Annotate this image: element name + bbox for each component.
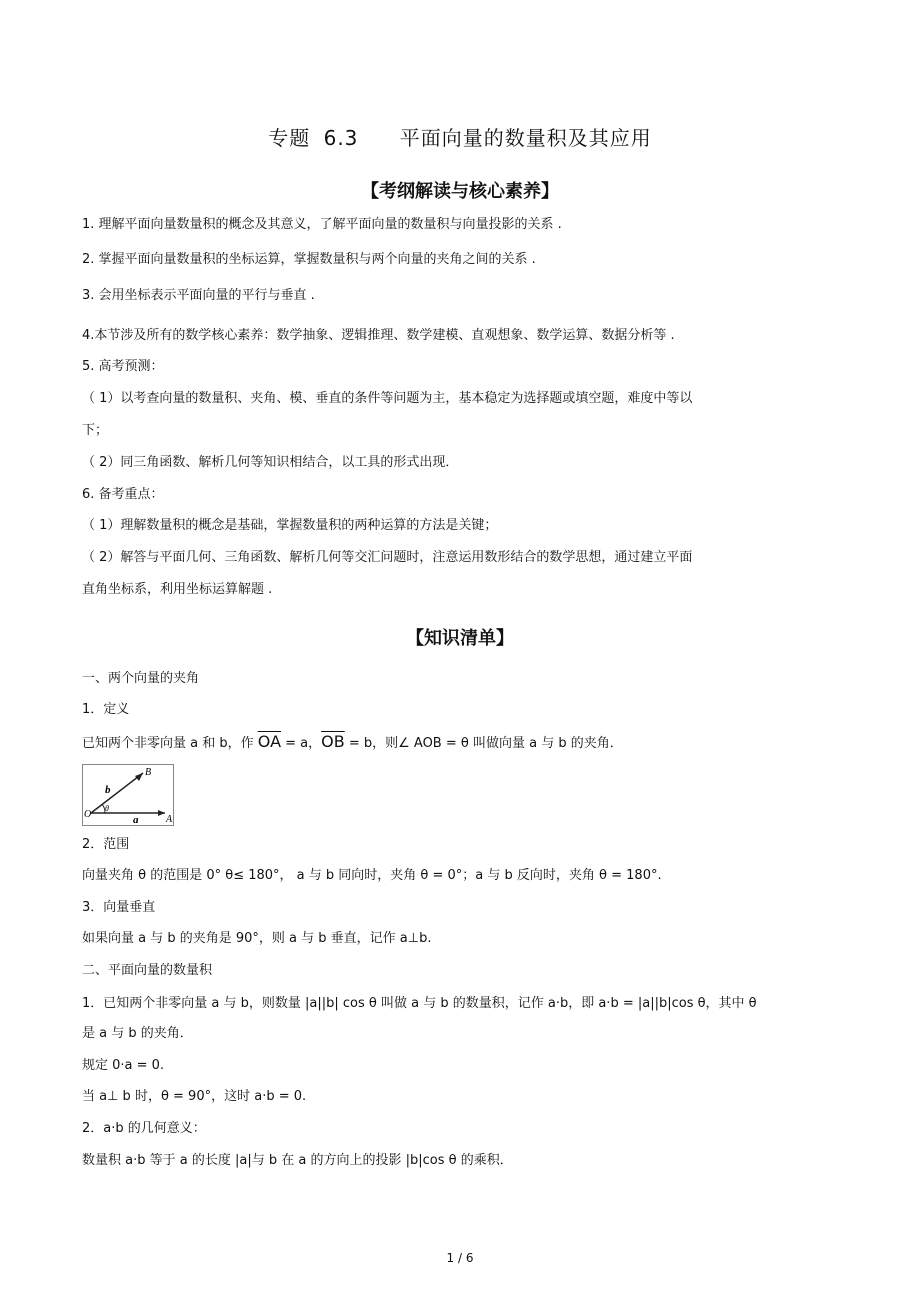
vector-a-arrowhead — [158, 810, 165, 816]
vector-oa: $\overline{OA}$ — [257, 732, 282, 751]
title-text: 平面向量的数量积及其应用 — [399, 126, 652, 150]
knowledge-heading: 【知识清单】 — [406, 628, 514, 649]
vector-b-line — [91, 773, 143, 813]
outline-item-10: （ 1）理解数量积的概念是基础，掌握数量积的两种运算的方法是关键； — [82, 518, 498, 533]
label-b-vector: b — [105, 784, 111, 796]
geometric-meaning-label: 2．a·b 的几何意义： — [82, 1121, 206, 1136]
label-b-point: B — [145, 767, 152, 778]
def-part-a: 已知两个非零向量 a 和 b，作 — [82, 736, 258, 751]
outline-item-12: 直角坐标系，利用坐标运算解题 . — [82, 582, 273, 597]
outline-item-9: 6. 备考重点： — [82, 487, 164, 502]
outline-item-11: （ 2）解答与平面几何、三角函数、解析几何等交汇问题时，注意运用数形结合的数学思想，通过建立平面 — [82, 550, 693, 565]
perpendicular-case: 当 a⊥ b 时，θ = 90°，这时 a·b = 0. — [82, 1089, 307, 1104]
section-dot-heading: 二、平面向量的数量积 — [82, 963, 213, 978]
outline-item-3: 3. 会用坐标表示平面向量的平行与垂直 . — [82, 288, 315, 303]
range-label: 2．范围 — [82, 837, 130, 852]
page-number: 1 / 6 — [446, 1251, 474, 1265]
outline-item-8: （ 2）同三角函数、解析几何等知识相结合，以工具的形式出现． — [82, 455, 459, 470]
def-part-c: = b，则∠ AOB = θ 叫做向量 a 与 b 的夹角． — [344, 736, 623, 751]
angle-diagram — [83, 765, 173, 825]
geometric-meaning-text: 数量积 a·b 等于 a 的长度 |a|与 b 在 a 的方向上的投影 |b|cos θ 的乘积． — [82, 1153, 513, 1168]
vector-ob: $\overline{OB}$ — [321, 732, 345, 751]
perpendicular-text: 如果向量 a 与 b 的夹角是 90°，则 a 与 b 垂直，记作 a⊥b. — [82, 931, 432, 946]
outline-heading: 【考纲解读与核心素养】 — [361, 181, 559, 202]
zero-rule: 规定 0·a = 0. — [82, 1058, 165, 1073]
outline-item-6: （ 1）以考查向量的数量积、夹角、模、垂直的条件等问题为主，基本稳定为选择题或填空题，难度中等以 — [82, 391, 693, 406]
perpendicular-label: 3．向量垂直 — [82, 900, 156, 915]
outline-item-1: 1. 理解平面向量数量积的概念及其意义，了解平面向量的数量积与向量投影的关系 . — [82, 217, 562, 232]
vector-b-arrowhead — [135, 773, 143, 781]
page-title — [0, 122, 920, 151]
outline-item-4: 4.本节涉及所有的数学核心素养：数学抽象、逻辑推理、数学建模、直观想象、数学运算、数据分析等 . — [82, 328, 675, 343]
def-part-b: = a， — [281, 736, 322, 751]
label-a-vector: a — [133, 814, 139, 825]
outline-item-2: 2. 掌握平面向量数量积的坐标运算，掌握数量积与两个向量的夹角之间的关系 . — [82, 252, 536, 267]
range-text: 向量夹角 θ 的范围是 0° θ≤ 180°， a 与 b 同向时，夹角 θ = 0°；a 与 b 反向时，夹角 θ = 180°. — [82, 868, 662, 883]
title-number: 6.3 — [323, 126, 359, 150]
outline-item-7: 下； — [82, 423, 109, 438]
definition-label: 1．定义 — [82, 702, 130, 717]
angle-definition — [82, 733, 623, 753]
section-angle-heading: 一、两个向量的夹角 — [82, 671, 200, 686]
title-prefix: 专题 — [268, 126, 311, 150]
label-a-point: A — [166, 814, 173, 825]
angle-figure — [82, 764, 174, 826]
label-theta: θ — [105, 804, 109, 813]
dot-definition-1: 1．已知两个非零向量 a 与 b，则数量 |a||b| cos θ 叫做 a 与 b 的数量积，记作 a·b，即 a·b = |a||b|cos θ，其中 θ — [82, 996, 757, 1011]
dot-definition-2: 是 a 与 b 的夹角． — [82, 1026, 193, 1041]
label-o: O — [84, 809, 92, 820]
outline-item-5: 5. 高考预测： — [82, 359, 164, 374]
